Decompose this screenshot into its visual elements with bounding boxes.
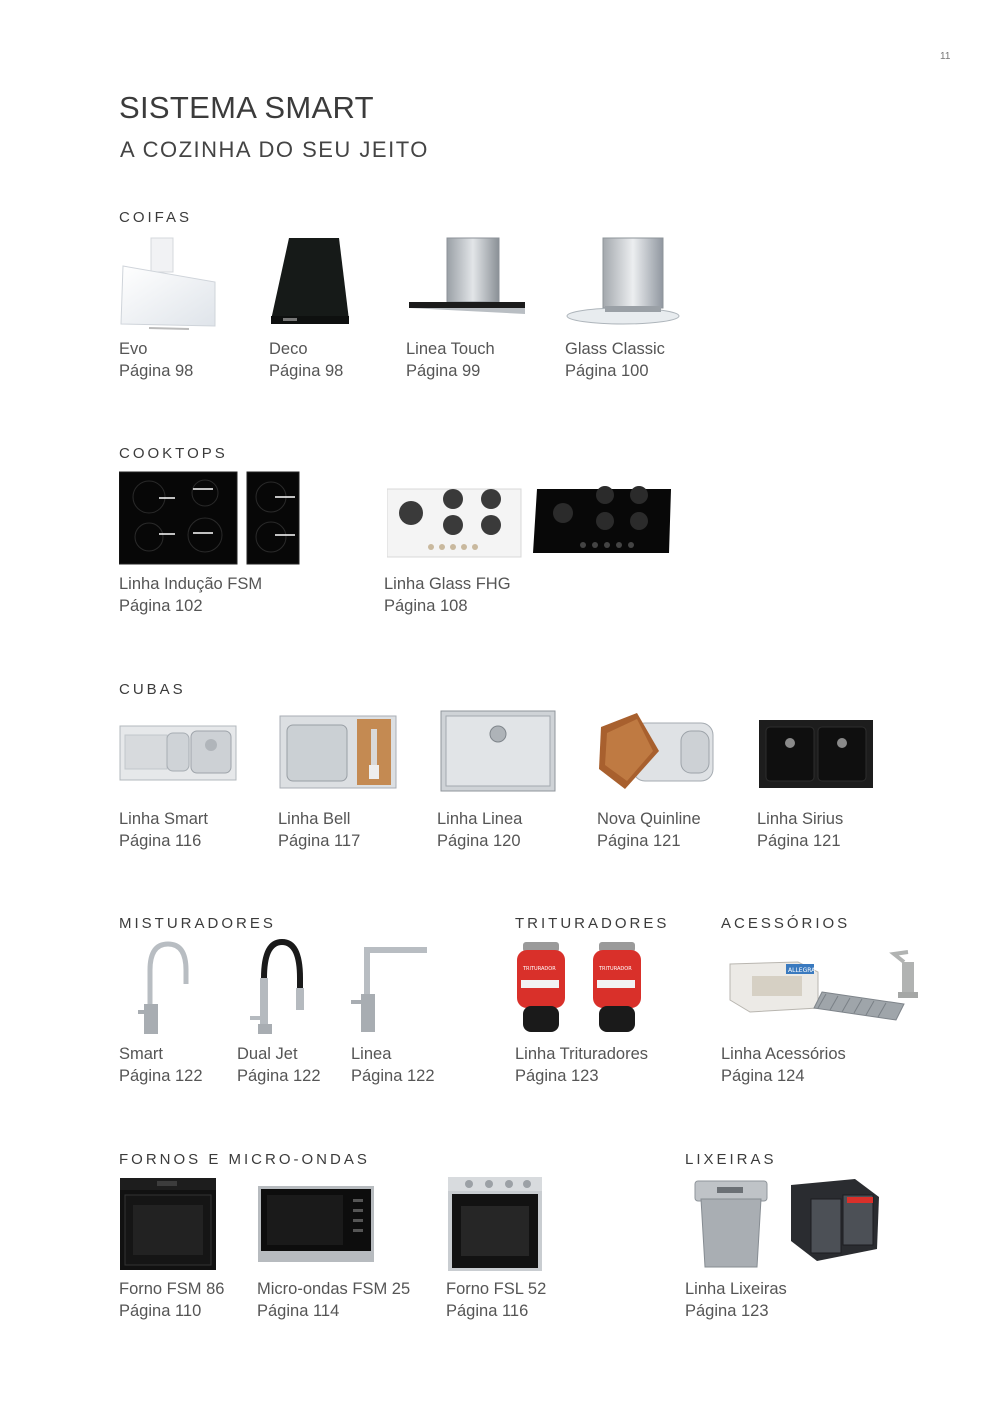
product-page: Página 124	[721, 1067, 805, 1085]
page-title: SISTEMA SMART	[119, 90, 374, 125]
product-name: Forno FSM 86	[119, 1280, 225, 1298]
product-linha-linea[interactable]	[437, 808, 522, 852]
product-page: Página 121	[597, 832, 681, 850]
product-page: Página 116	[119, 832, 202, 850]
deco-hood-image	[269, 236, 351, 328]
svg-text:TRITURADOR: TRITURADOR	[599, 966, 632, 972]
acessorios-image	[726, 948, 922, 1022]
product-name: Linha Glass FHG	[384, 575, 511, 593]
product-name: Linea Touch	[406, 340, 495, 358]
svg-text:ALLEGRA: ALLEGRA	[788, 967, 816, 974]
product-page: Página 117	[278, 832, 361, 850]
product-name: Nova Quinline	[597, 810, 701, 828]
glass-classic-hood-image	[565, 236, 685, 328]
glass-cooktops-image	[387, 483, 673, 559]
dual-jet-faucet-image	[248, 938, 308, 1036]
product-name: Linha Trituradores	[515, 1045, 648, 1063]
sirius-sink-image	[758, 719, 874, 789]
product-linha-smart[interactable]	[119, 808, 208, 852]
smart-sink-image	[119, 723, 237, 783]
product-linha-trituradores[interactable]	[515, 1043, 648, 1087]
product-page: Página 108	[384, 597, 468, 615]
product-name: Linea	[351, 1045, 392, 1063]
product-page: Página 98	[119, 362, 194, 380]
product-name: Glass Classic	[565, 340, 665, 358]
linea-sink-image	[440, 710, 556, 792]
product-name: Linha Lixeiras	[685, 1280, 787, 1298]
bell-sink-image	[279, 713, 397, 791]
evo-hood-image	[119, 236, 219, 334]
product-page: Página 116	[446, 1302, 529, 1320]
product-linha-bell[interactable]	[278, 808, 360, 852]
product-page: Página 121	[757, 832, 841, 850]
page-subtitle: A COZINHA DO SEU JEITO	[120, 137, 429, 162]
product-name: Dual Jet	[237, 1045, 298, 1063]
section-heading-coifas: COIFAS	[119, 209, 193, 226]
product-smart-faucet[interactable]	[119, 1043, 203, 1087]
section-heading-cooktops: COOKTOPS	[119, 445, 228, 462]
section-heading-acessorios: ACESSÓRIOS	[721, 915, 851, 932]
product-linea-faucet[interactable]	[351, 1043, 435, 1087]
forno-fsl-52-image	[447, 1176, 543, 1272]
section-heading-fornos: FORNOS E MICRO-ONDAS	[119, 1151, 370, 1168]
product-page: Página 99	[406, 362, 481, 380]
product-page: Página 114	[257, 1302, 340, 1320]
product-micro-ondas-fsm-25[interactable]	[257, 1278, 410, 1322]
product-dual-jet[interactable]	[237, 1043, 321, 1087]
product-name: Linha Bell	[278, 810, 351, 828]
product-linha-inducao-fsm[interactable]	[119, 573, 262, 617]
product-name: Linha Smart	[119, 810, 208, 828]
product-name: Linha Indução FSM	[119, 575, 263, 593]
section-heading-trituradores: TRITURADORES	[515, 915, 670, 932]
product-name: Linha Sirius	[757, 810, 844, 828]
product-name: Forno FSL 52	[446, 1280, 547, 1298]
section-heading-misturadores: MISTURADORES	[119, 915, 276, 932]
product-page: Página 110	[119, 1302, 202, 1320]
product-forno-fsm-86[interactable]	[119, 1278, 224, 1322]
product-forno-fsl-52[interactable]	[446, 1278, 546, 1322]
product-linha-glass-fhg[interactable]	[384, 573, 511, 617]
product-page: Página 122	[119, 1067, 203, 1085]
forno-fsm-86-image	[119, 1177, 217, 1271]
product-linea-touch[interactable]	[406, 338, 495, 382]
micro-ondas-fsm-25-image	[257, 1185, 375, 1263]
lixeiras-image	[687, 1177, 885, 1271]
page-number: 11	[940, 51, 951, 62]
triturador-logo: TRITURADOR	[523, 966, 556, 972]
product-name: Linha Acessórios	[721, 1045, 846, 1063]
quinline-sink-image	[597, 711, 717, 793]
product-page: Página 102	[119, 597, 203, 615]
section-heading-lixeiras: LIXEIRAS	[685, 1151, 777, 1168]
product-evo[interactable]	[119, 338, 193, 382]
smart-faucet-image	[136, 940, 192, 1036]
product-glass-classic[interactable]	[565, 338, 665, 382]
product-page: Página 123	[685, 1302, 769, 1320]
product-name: Evo	[119, 340, 148, 358]
product-name: Micro-ondas FSM 25	[257, 1280, 411, 1298]
product-linha-lixeiras[interactable]	[685, 1278, 787, 1322]
induction-cooktop-image	[119, 471, 301, 565]
product-name: Linha Linea	[437, 810, 523, 828]
product-name: Deco	[269, 340, 308, 358]
product-deco[interactable]	[269, 338, 343, 382]
product-page: Página 123	[515, 1067, 599, 1085]
product-name: Smart	[119, 1045, 164, 1063]
product-page: Página 120	[437, 832, 521, 850]
trituradores-image	[515, 940, 645, 1034]
product-linha-sirius[interactable]	[757, 808, 843, 852]
product-page: Página 122	[351, 1067, 435, 1085]
product-linha-acessorios[interactable]	[721, 1043, 846, 1087]
product-page: Página 122	[237, 1067, 321, 1085]
linea-touch-hood-image	[407, 236, 527, 318]
product-page: Página 98	[269, 362, 344, 380]
linea-faucet-image	[349, 940, 431, 1034]
section-heading-cubas: CUBAS	[119, 681, 186, 698]
product-page: Página 100	[565, 362, 649, 380]
product-nova-quinline[interactable]	[597, 808, 701, 852]
